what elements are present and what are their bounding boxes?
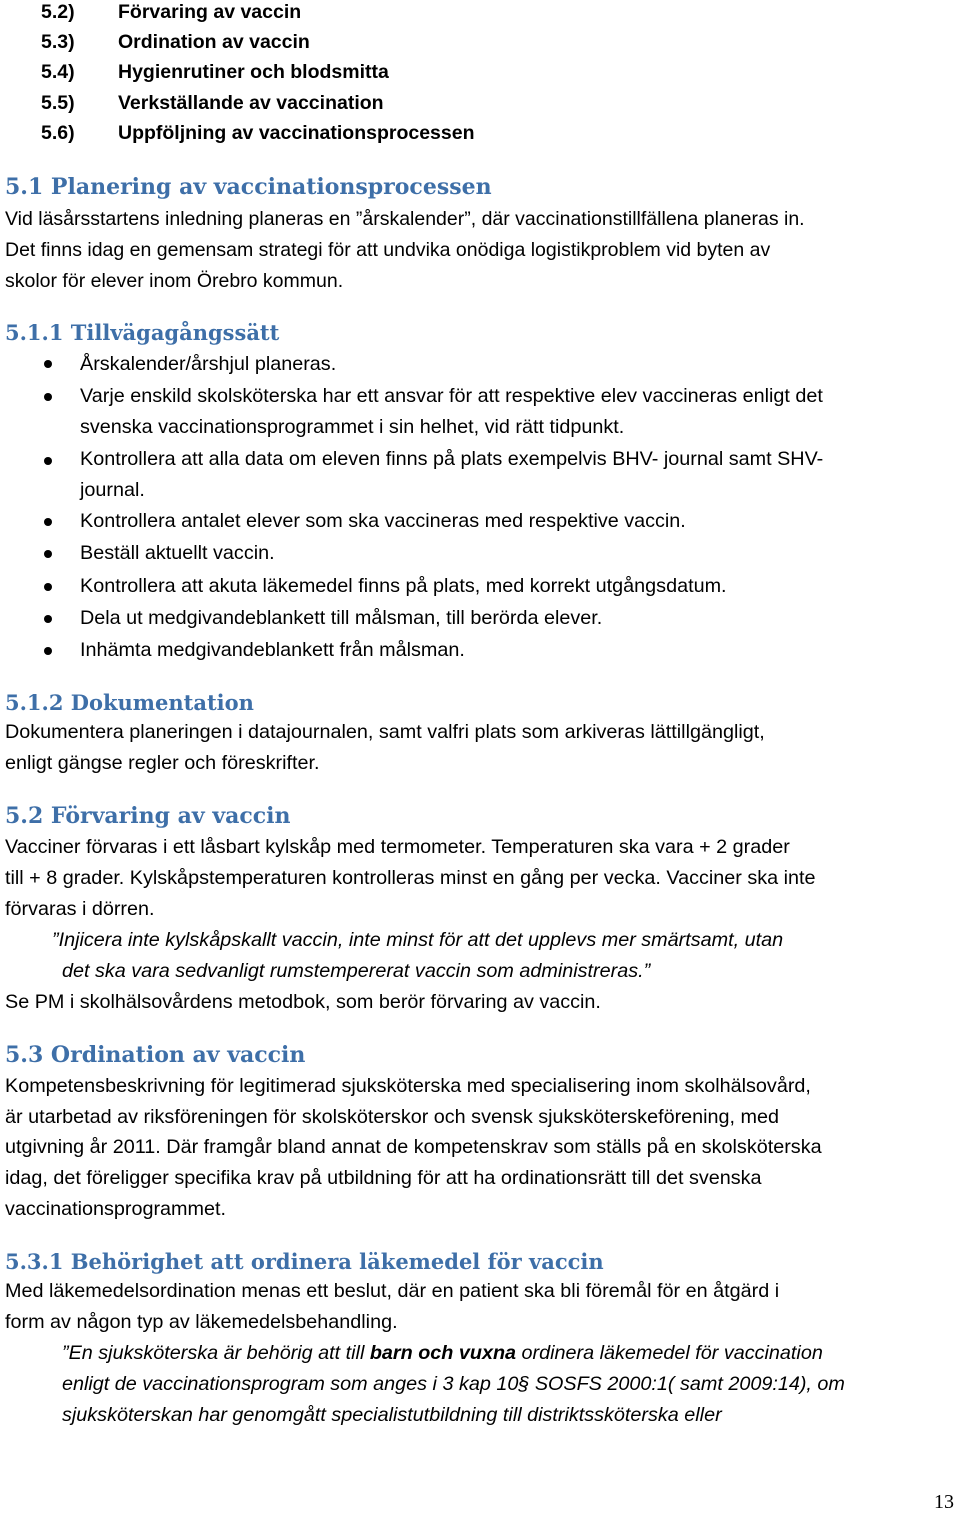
toc-title: Förvaring av vaccin <box>118 1 302 23</box>
list-item-continuation: journal. <box>80 479 145 501</box>
quote-line: ”Injicera inte kylskåpskallt vaccin, inte minst för att det upplevs mer smärtsamt, utan <box>52 929 784 951</box>
section-heading-5-3: 5.3 Ordination av vaccin <box>5 1042 306 1068</box>
toc-title: Verkställande av vaccination <box>118 92 384 114</box>
quote-text: ordinera läkemedel för vaccination <box>516 1342 823 1364</box>
bullet-icon <box>44 360 52 368</box>
bullet-icon <box>44 457 52 465</box>
paragraph-line: utgivning år 2011. Där framgår bland annat de kompetenskrav som ställs på en skolsköterska <box>5 1136 822 1158</box>
paragraph-line: skolor för elever inom Örebro kommun. <box>5 270 344 292</box>
bullet-icon <box>44 615 52 623</box>
bullet-icon <box>44 393 52 401</box>
paragraph-line: idag, det föreligger specifika krav på utbildning för att ha ordinationsrätt till det svenska <box>5 1167 762 1189</box>
quote-line: det ska vara sedvanligt rumstempererat vaccin som administreras.” <box>62 960 651 982</box>
section-heading-5-1-1: 5.1.1 Tillvägagångssätt <box>5 320 280 345</box>
toc-number: 5.3) <box>41 31 75 53</box>
list-item: Årskalender/årshjul planeras. <box>80 353 337 375</box>
bullet-icon <box>44 583 52 591</box>
paragraph-line: förvaras i dörren. <box>5 898 155 920</box>
section-heading-5-3-1: 5.3.1 Behörighet att ordinera läkemedel för vaccin <box>5 1249 604 1274</box>
toc-title: Ordination av vaccin <box>118 31 310 53</box>
bullet-icon <box>44 518 52 526</box>
toc-number: 5.6) <box>41 122 75 144</box>
section-heading-5-1-2: 5.1.2 Dokumentation <box>5 690 254 715</box>
list-item: Varje enskild skolsköterska har ett ansvar för att respektive elev vaccineras enligt det <box>80 385 823 407</box>
quote-line <box>62 1338 823 1369</box>
toc-title: Uppföljning av vaccinationsprocessen <box>118 122 475 144</box>
bullet-icon <box>44 647 52 655</box>
list-item-continuation: svenska vaccinationsprogrammet i sin helhet, vid rätt tidpunkt. <box>80 416 625 438</box>
quote-text: ”En sjuksköterska är behörig att till <box>62 1342 370 1364</box>
paragraph-line: Vacciner förvaras i ett låsbart kylskåp med termometer. Temperaturen ska vara + 2 grader <box>5 836 790 858</box>
list-item: Kontrollera antalet elever som ska vaccineras med respektive vaccin. <box>80 510 686 532</box>
paragraph-line: Med läkemedelsordination menas ett beslut, där en patient ska bli föremål för en åtgärd i <box>5 1280 780 1302</box>
paragraph-line: är utarbetad av riksföreningen för skolsköterskor och svensk sjuksköterskeförening, med <box>5 1106 780 1128</box>
bullet-icon <box>44 550 52 558</box>
page-number: 13 <box>934 1491 954 1513</box>
quote-line: sjuksköterskan har genomgått specialistutbildning till distriktssköterska eller <box>62 1404 722 1426</box>
toc-title: Hygienrutiner och blodsmitta <box>118 61 389 83</box>
paragraph-line: Vid läsårsstartens inledning planeras en ”årskalender”, där vaccinationstillfällena planeras in. <box>5 208 805 230</box>
section-heading-5-2: 5.2 Förvaring av vaccin <box>5 803 291 829</box>
section-heading-5-1: 5.1 Planering av vaccinationsprocessen <box>5 174 492 200</box>
paragraph-line: form av någon typ av läkemedelsbehandling. <box>5 1311 398 1333</box>
paragraph-line: enligt gängse regler och föreskrifter. <box>5 752 320 774</box>
paragraph-line: vaccinationsprogrammet. <box>5 1198 226 1220</box>
paragraph-line: Se PM i skolhälsovårdens metodbok, som berör förvaring av vaccin. <box>5 991 601 1013</box>
paragraph-line: till + 8 grader. Kylskåpstemperaturen kontrolleras minst en gång per vecka. Vacciner ska inte <box>5 867 816 889</box>
list-item: Kontrollera att akuta läkemedel finns på plats, med korrekt utgångsdatum. <box>80 575 727 597</box>
paragraph-line: Dokumentera planeringen i datajournalen, samt valfri plats som arkiveras lättillgängligt, <box>5 721 765 743</box>
toc-number: 5.5) <box>41 92 75 114</box>
quote-line: enligt de vaccinationsprogram som anges i 3 kap 10§ SOSFS 2000:1( samt 2009:14), om <box>62 1373 845 1395</box>
list-item: Inhämta medgivandeblankett från målsman. <box>80 639 465 661</box>
toc-number: 5.4) <box>41 61 75 83</box>
toc-number: 5.2) <box>41 1 75 23</box>
paragraph-line: Kompetensbeskrivning för legitimerad sjuksköterska med specialisering inom skolhälsovård, <box>5 1075 811 1097</box>
paragraph-line: Det finns idag en gemensam strategi för att undvika onödiga logistikproblem vid byten av <box>5 239 771 261</box>
list-item: Beställ aktuellt vaccin. <box>80 542 275 564</box>
quote-emphasis: barn och vuxna <box>369 1342 517 1364</box>
list-item: Kontrollera att alla data om eleven finns på plats exempelvis BHV- journal samt SHV- <box>80 448 824 470</box>
list-item: Dela ut medgivandeblankett till målsman, till berörda elever. <box>80 607 603 629</box>
